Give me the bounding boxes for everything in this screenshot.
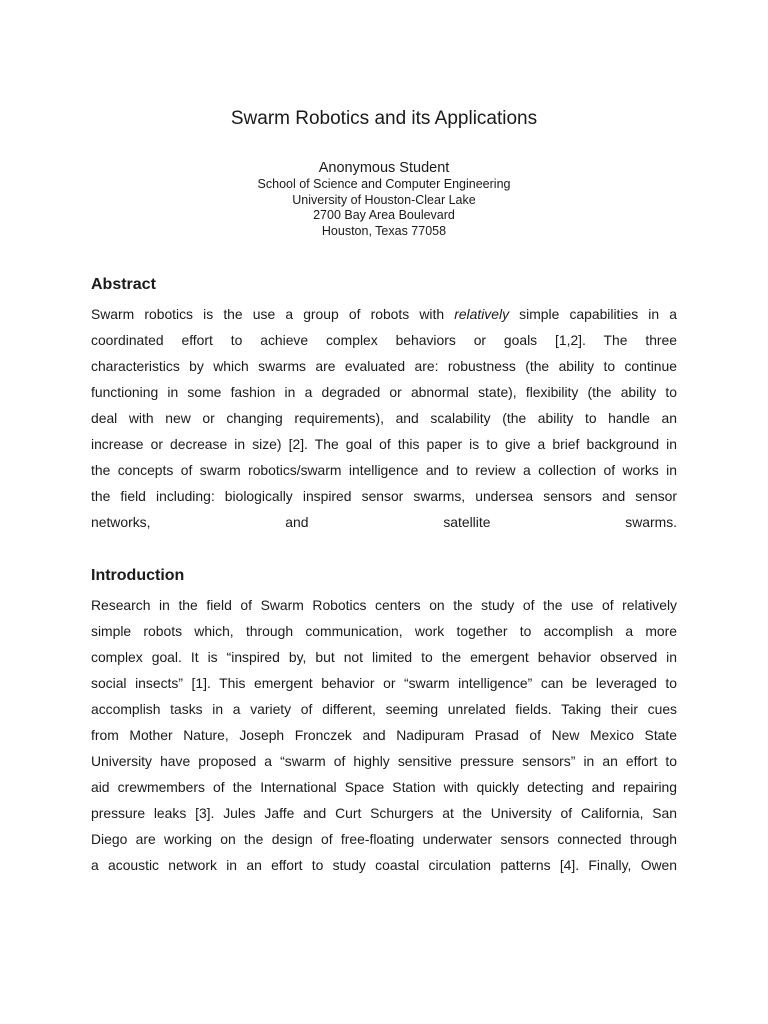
affiliation-university: University of Houston-Clear Lake [292, 192, 476, 207]
affiliation-school: School of Science and Computer Engineering [257, 177, 511, 191]
introduction-line: a acoustic network in an effort to study coastal circulation patterns [4]. Finally, Owen [91, 857, 677, 873]
author-block [0, 160, 768, 239]
abstract-line: characteristics by which swarms are evaluated are: robustness (the ability to continue [91, 358, 677, 374]
affiliation-city: Houston, Texas 77058 [321, 223, 447, 238]
introduction-heading: Introduction [91, 567, 185, 584]
abstract-line: deal with new or changing requirements), and scalability (the ability to handle an [91, 410, 677, 426]
introduction-line: pressure leaks [3]. Jules Jaffe and Curt Schurgers at the University of California, San [91, 805, 677, 821]
introduction-line: complex goal. It is “inspired by, but not limited to the emergent behavior observed in [91, 649, 677, 665]
abstract-line: increase or decrease in size) [2]. The goal of this paper is to give a brief background in [91, 436, 677, 452]
abstract-line: coordinated effort to achieve complex behaviors or goals [1,2]. The three [91, 332, 677, 348]
paper-title: Swarm Robotics and its Applications [230, 108, 538, 129]
introduction-line: University have proposed a “swarm of highly sensitive pressure sensors” in an effort to [91, 753, 677, 769]
introduction-line: aid crewmembers of the International Space Station with quickly detecting and repairing [91, 779, 677, 795]
author-name: Anonymous Student [318, 160, 450, 176]
introduction-line: Diego are working on the design of free-floating underwater sensors connected through [91, 831, 677, 847]
abstract-line: the concepts of swarm robotics/swarm intelligence and to review a collection of works in [91, 462, 677, 478]
introduction-line: social insects” [1]. This emergent behavior or “swarm intelligence” can be leveraged to [91, 675, 677, 691]
abstract-paragraph [91, 301, 677, 535]
abstract-line: the field including: biologically inspired sensor swarms, undersea sensors and sensor [91, 488, 677, 504]
introduction-line: simple robots which, through communication, work together to accomplish a more [91, 623, 677, 639]
abstract-line: networks, and satellite swarms. [91, 514, 677, 530]
introduction-line: from Mother Nature, Joseph Fronczek and Nadipuram Prasad of New Mexico State [91, 727, 677, 743]
abstract-heading: Abstract [91, 276, 156, 293]
abstract-line: functioning in some fashion in a degraded or abnormal state), flexibility (the ability to [91, 384, 677, 400]
introduction-paragraph [91, 592, 677, 878]
introduction-line: accomplish tasks in a variety of different, seeming unrelated fields. Taking their cues [91, 701, 677, 717]
affiliation-street: 2700 Bay Area Boulevard [313, 208, 455, 222]
abstract-line [91, 301, 677, 327]
abstract-line-emphasis: relatively [454, 306, 510, 322]
abstract-line-post: simple capabilities in a [509, 306, 677, 322]
introduction-line: Research in the field of Swarm Robotics centers on the study of the use of relatively [91, 597, 677, 613]
abstract-line-pre: Swarm robotics is the use a group of robots with [91, 306, 455, 322]
